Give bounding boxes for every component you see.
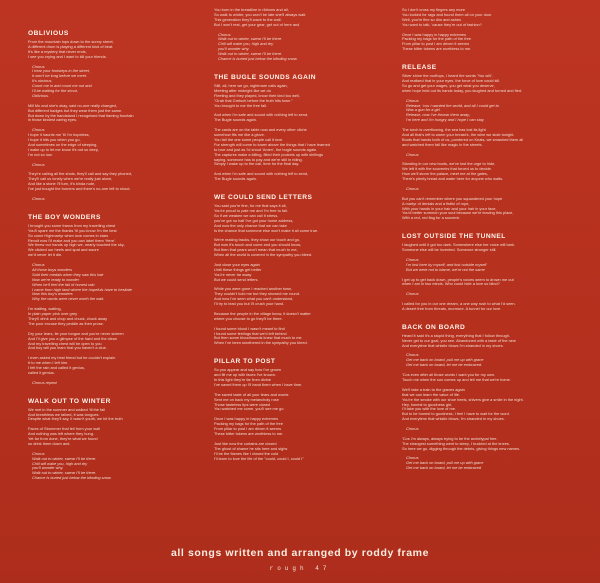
- lyric-line: I've saved them up I'll hand them when I have time.: [214, 382, 303, 387]
- lyric-line: When all the world is covered in the sympathy you bleed.: [214, 253, 313, 258]
- chorus-label: Chorus: [32, 196, 45, 201]
- lyric-line: In this light they're far from divine: [214, 378, 271, 383]
- lyric-line: When he'll feel the fall of honest rain: [32, 282, 95, 287]
- lyric-line: We're making tracks, they show our touch and go,: [214, 238, 301, 243]
- lyric-line: But now it's touch and come and you should know,: [214, 243, 302, 248]
- lyric-line: With a red, red flag for a souvenir.: [402, 216, 461, 221]
- lyric-line: Dry your tears, tie your tongue and you're never sixteen: [28, 331, 124, 336]
- lyric-line: You'll spare me the thanks 'til you know I'm the best: [28, 228, 117, 233]
- lyric-line: And my travelling chest will be open to you: [28, 341, 102, 346]
- lyric-line: This generation they'll wave to the wall.: [214, 17, 282, 22]
- lyric-line: Now we're ready to wonder: [32, 277, 80, 282]
- lyric-line: Standing in our new boots, we've lost the urge to hide,: [402, 162, 496, 167]
- lyric-line: I'm not so low.: [28, 152, 53, 157]
- lyric-line: you've got no half I've got your home address,: [214, 218, 294, 223]
- lyric-line: But we were not to blame, we're not the same: [406, 267, 485, 272]
- lyric-line: A desert free from threats, murmure. A tunnel for our love.: [402, 306, 502, 311]
- lyric-line: And breathless we talked, it was tongues.: [28, 412, 100, 417]
- lyrics-column-3: [402, 8, 580, 483]
- lyric-line: Revolt now I'll make and you can label them 'Here'.: [28, 238, 116, 243]
- lyric-line: Chorus repeat: [32, 380, 57, 385]
- lyric-line: Release, 'cos I wanted the world, and all I could get to: [406, 103, 499, 108]
- lyric-line: I get up to get back down, people's voices seem to drown me out: [402, 277, 514, 282]
- song-block: [402, 64, 580, 233]
- lyric-line: And nothing was left where they hung.: [28, 432, 94, 437]
- lyric-line: I found some feelings that we'd left behind: [214, 331, 287, 336]
- lyric-line: And now I've seen what you can't understand,: [214, 297, 294, 302]
- lyric-line: They'll call us lonely when we're really just alone,: [28, 177, 113, 182]
- chorus-label: Chorus: [406, 456, 419, 461]
- lyric-line: The captures make a killing, filled their pockets up with shillings: [214, 152, 323, 157]
- lyric-line: Oblivious.: [32, 93, 50, 98]
- lyric-line: But we could send letters.: [214, 277, 259, 282]
- lyric-line: And when I'm safe and sound with nothing left to send,: [214, 113, 309, 118]
- lyric-line: I hear your footsteps in the street,: [32, 69, 90, 74]
- lyric-line: But you can't remember where you squandered your hope: [402, 196, 503, 201]
- song-block: [402, 233, 580, 324]
- lyric-line: Yet far from done, they're what we found: [28, 437, 98, 442]
- lyric-line: From pillar to post I am driven it seems: [402, 42, 470, 47]
- lyric-line: Sent me on back my melancholy rose: [214, 397, 279, 402]
- lyric-line: I felt the rain and called it genius,: [28, 366, 85, 371]
- lyric-line: And everytime that whistle blows I'm stranded in my shoes.: [402, 343, 504, 348]
- lyric-line: You burn in the breadline in ribbons and all,: [214, 8, 289, 12]
- lyric-line: Release, now I've thrown them away,: [406, 113, 471, 118]
- lyric-line: And everytime that whistle blows, I'm stranded in my shoes.: [402, 417, 505, 422]
- lyric-line: They're calling all the shots, they'll call and say they phoned,: [28, 172, 132, 177]
- lyric-line: I even asked my best friend but he couldn't explain: [28, 356, 116, 361]
- lyric-line: You're proud to pale me and I'm free to fall.: [214, 208, 289, 213]
- lyric-line: We threw our hands up high we, nearly touched the sky,: [28, 243, 125, 248]
- lyric-line: I hope it haunts me 'til I'm hopeless,: [28, 133, 90, 138]
- lyric-line: Now this boy's wonders: [32, 292, 73, 297]
- lyric-line: You fall the one some people call it love.: [214, 137, 284, 142]
- lyric-line: And all that's left to warm your breast's, the wine we stole tonight.: [402, 132, 515, 137]
- lyric-line: Until these things get better: [214, 267, 262, 272]
- lyric-line: Chill will wake you, high and dry: [218, 42, 274, 47]
- lyric-line: So here we go, digging through the debris, giving things new names.: [402, 446, 521, 451]
- lyric-line: How we'll storm the palace, meet me at the gates,: [402, 172, 488, 177]
- chorus-label: Chorus: [32, 263, 45, 268]
- lyric-line: Simply I wake up to the call, time for the final day.: [214, 162, 300, 167]
- lyric-line: For strength will come to tower above the things that I have learned: [214, 142, 330, 147]
- lyric-line: You'd better summon your soul because we're leaving this place,: [402, 211, 514, 216]
- lyric-line: somehow fits me like a glove.: [214, 132, 265, 137]
- song-block: [402, 324, 580, 483]
- lyric-line: where you choose to go they'll be there.: [214, 316, 283, 321]
- song-block: [214, 358, 392, 473]
- lyric-line: I've just bought the burners and there's no-one left to shoot.: [28, 187, 131, 192]
- lyric-line: Heard it said it's a stupid thing, everything that I follow through.: [402, 333, 511, 338]
- lyric-line: And realised that in your eyes, the force of love could kill.: [402, 79, 501, 84]
- lyric-line: Get me back on board, let me be embraced.: [406, 363, 483, 368]
- lyric-line: But then some bloodhounds knew that much to me: [214, 336, 302, 341]
- lyric-line: Why the words were never worth the wait.: [32, 297, 105, 302]
- lyric-line: I'll be waiting for the shout,: [32, 89, 78, 94]
- song-block: [214, 194, 392, 358]
- lyric-line: Packing my bags for the path of the free: [214, 422, 283, 427]
- lyric-line: And like a stone I'll turn, it's kinda rude,: [28, 182, 96, 187]
- lyric-line: you'll wonder why.: [218, 47, 250, 52]
- lyric-line: I see you crying and I want to kill your friends.: [28, 54, 107, 59]
- chorus-label: Chorus: [32, 128, 45, 133]
- lyric-line: We'll take a train to the graves again: [402, 387, 465, 392]
- lyric-line: I laughed until it got too dark. Somewhere else her voice will bark.: [402, 243, 516, 248]
- song-block: [402, 8, 580, 64]
- lyric-line: so drink them down and.: [28, 441, 71, 446]
- lyric-line: Get me back on board, pull me up with grace: [406, 461, 484, 466]
- lyric-line: You want to talk, 'cause they're out of fashion?: [402, 22, 482, 27]
- lyric-line: Silver shine the rooftops, I heard the words 'You will',: [402, 74, 493, 79]
- lyric-line: Boots that hands both of us, pondered on Keats, we smashed them all: [402, 137, 524, 142]
- song-title: THE BUGLE SOUNDS AGAIN: [214, 73, 316, 81]
- lyric-line: Walk out to winter, swear I'll be there.: [218, 52, 283, 57]
- lyric-line: that we can learn the value of life.: [402, 392, 460, 397]
- lyric-line: Chance is buried just below the blinding snow.: [218, 57, 298, 62]
- chorus-label: Chorus: [32, 162, 45, 167]
- lyric-line: "Grab that Gretsch before the truth hits town.": [214, 98, 293, 103]
- lyric-line: You looked for rags and found them all on your door: [402, 12, 492, 17]
- lyric-line: and watched them fall like magic in the streets.: [402, 142, 483, 147]
- lyric-line: And sometimes on the edge of sleeping,: [28, 142, 98, 147]
- lyric-line: Once I was happy in happy extremes: [402, 32, 467, 37]
- lyric-line: I came from high land where the hopefuls have to hesitate: [32, 287, 132, 292]
- lyric-line: Faces of Strummer that fell from your wall: [28, 427, 100, 432]
- lyric-line: A martyr of denials and a fistful of rope,: [402, 201, 470, 206]
- lyric-line: You're the smoke with our shoe heels, shivers give a smile in the night.: [402, 397, 524, 402]
- lyric-line: And I'll give you a glimpse of the hard and the clean: [28, 336, 117, 341]
- lyric-line: So come Highmartyr when love comes in stars: [28, 233, 109, 238]
- lyric-line: All those boys wonders: [32, 267, 73, 272]
- lyric-line: Despite what they'll say, it wasn't youth, we hit the truth: [28, 417, 123, 422]
- song-title: WALK OUT TO WINTER: [28, 397, 111, 405]
- lyrics-column-2: [214, 8, 392, 473]
- lyrics-column-1: [28, 30, 206, 493]
- lyric-line: It won't be long before we meet.: [32, 74, 88, 79]
- lyric-line: Well, you're fine so dim and ashes: [402, 17, 462, 22]
- lyric-line: I'm here and I'm hungry and I hope I can stay: [406, 118, 484, 123]
- lyric-line: It's obvious,: [32, 79, 53, 84]
- lyric-line: Count me in and count me out and: [32, 84, 92, 89]
- lyric-line: I hope it hits you when you go,: [28, 138, 81, 143]
- lyric-line: It's like a mystery that never ends,: [28, 49, 87, 54]
- credits-footer: all songs written and arranged by roddy frame: [170, 547, 430, 559]
- lyric-line: You watched me come, you'll see me go.: [214, 407, 285, 412]
- chorus-label: Chorus: [406, 186, 419, 191]
- song-title: RELEASE: [402, 64, 437, 72]
- lyric-line: But different badges but they wear them just the same.: [28, 108, 123, 113]
- lyric-line: Get me back on board, pull me up with grace: [406, 358, 484, 363]
- lyric-line: and fill me up with faces I've known.: [214, 373, 276, 378]
- lyric-line: In plain paper pink over grey: [28, 312, 78, 317]
- lyric-line: 'Cos even after all those words I want you for my own.: [402, 373, 496, 378]
- chorus-label: Chorus: [406, 292, 419, 297]
- chorus-label: Chorus: [32, 451, 45, 456]
- lyric-line: I'll take you with the love of me.: [402, 407, 456, 412]
- lyric-line: From pillar to post I am driven it seems: [214, 427, 282, 432]
- lyric-line: But to be honest to goodness, I feel I have to wait for the word.: [402, 412, 510, 417]
- lyric-line: The strangest something went to sleep, I buckled at the knees.: [402, 441, 510, 446]
- lyric-line: When I've been smothered in the sympathy you bleed.: [214, 341, 308, 346]
- lyric-line: Sold their medals when they saw this hair: [32, 272, 104, 277]
- chorus-label: Chorus: [406, 257, 419, 262]
- lyric-line: The ghost of shame he sits here and sighs: [214, 446, 288, 451]
- chorus-label: Chorus: [406, 353, 419, 358]
- lyric-line: And now the only chance that we can take: [214, 223, 287, 228]
- lyric-line: The poor excuse they peddle as their prose.: [28, 321, 104, 326]
- lyric-line: Mill Mo and she's okay, said no-one really changed,: [28, 103, 117, 108]
- lyric-line: Just like now the curtains are closed: [214, 441, 277, 446]
- chorus-label: Chorus: [218, 32, 231, 37]
- lyric-line: They'll drink and chop and chuck, chuck away: [28, 317, 108, 321]
- lyric-line: Once I was happy in happy extremes: [214, 417, 279, 422]
- lyric-line: we'd never let it die.: [28, 253, 63, 258]
- lyric-line: I brought you some francs from my travelling chest: [28, 223, 116, 228]
- lyric-line: I wake up to let me know it's not so deep,: [28, 147, 100, 152]
- lyric-line: called it genius.: [28, 370, 55, 375]
- chorus-label: Chorus: [406, 427, 419, 432]
- lyric-line: Never get to our goal, you see. Abandoned with a taste of the new: [402, 338, 516, 343]
- lyric-line: you'll wonder why.: [32, 466, 64, 471]
- lyric-line: I'll learn to love the life of the "could, could I, could I": [214, 456, 304, 461]
- lyric-line: I'm waiting, waiting,: [28, 307, 62, 312]
- lyric-line: when I am in two minds. Who could hide a love so blind?: [402, 282, 500, 287]
- song-title: OBLIVIOUS: [28, 30, 69, 37]
- chorus-label: Chorus: [406, 98, 419, 103]
- lyric-line: Packing my bags for the path of the free: [402, 37, 471, 42]
- lyric-line: when hope held out its hands today, you laughed and turned and fled.: [402, 88, 522, 93]
- lyric-line: And boy will you learn that you haven't a clue.: [28, 346, 107, 351]
- lyric-line: Just close your eyes again: [214, 262, 260, 267]
- lyric-line: Walk out to winter, swear I'll be there.: [32, 471, 97, 476]
- lyric-line: A different drum is playing a different kind of beat.: [28, 44, 114, 49]
- lyric-line: You're never far away: [214, 272, 252, 277]
- lyric-line: Someone else will be invented. Someone stronger still.: [402, 248, 497, 253]
- lyric-line: They couldn't hold me but they showed me round.: [214, 292, 300, 297]
- lyric-line: Walk out to winter, swear I'll be there.: [218, 37, 283, 42]
- lyric-line: Is the chance that someone else won't make it all come true.: [214, 228, 319, 233]
- lyric-line: While you were gone I reached another town,: [214, 287, 293, 292]
- lyric-line: These bitter tokens are worthless to me.: [402, 47, 472, 52]
- song-block: [28, 398, 206, 494]
- lyric-line: The saved taste of all your tears and words: [214, 392, 289, 397]
- song-block: [214, 8, 392, 74]
- catalog-number: rough 47: [269, 565, 331, 572]
- lyric-line: We left it with the souvenirs that forced us to decide.: [402, 167, 492, 172]
- lyric-line: Chance is buried just below the blinding snow.: [32, 476, 112, 481]
- lyric-line: But then that years won't mean that much to me,: [214, 248, 298, 253]
- song-title: THE BOY WONDERS: [28, 213, 101, 221]
- lyric-line: Chill will wake you, high and dry: [32, 461, 88, 466]
- lyric-line: The torch is overflowing, the sea has lost its light: [402, 128, 486, 133]
- lyric-line: The Bugle sounds again.: [214, 118, 258, 123]
- lyric-line: You brought to me the free fall.: [214, 103, 268, 108]
- song-title: WE COULD SEND LETTERS: [214, 194, 313, 202]
- lyric-line: Fleeting and they played, know their kind too well,: [214, 93, 300, 98]
- lyric-line: The Bugle sounds again.: [214, 177, 258, 182]
- lyric-line: You said you're fine, for me that says it all,: [214, 204, 287, 209]
- lyric-line: So go and get your wages, you get what you deserve,: [402, 83, 495, 88]
- lyric-line: Still, all, here we go, nightmare calls again,: [214, 83, 288, 88]
- lyric-line: Hey, honest to goodness girl,: [402, 402, 453, 407]
- lyric-line: Those tasteless tips were closed: [214, 402, 271, 407]
- lyric-line: The cards are on the table now and every other cliche: [214, 128, 307, 133]
- lyric-line: Walk out to winter, swear I'll be there.: [32, 456, 97, 461]
- song-block: [28, 214, 206, 398]
- lyric-line: We met in the summer and walked 'til the fall: [28, 407, 106, 412]
- lyric-line: With your hands in your hair and your hair in your face,: [402, 206, 497, 211]
- lyric-line: I'll try to lead you but I'll crush your hand.: [214, 302, 285, 307]
- lyric-line: I found some blood I wasn't meant to find: [214, 326, 285, 331]
- lyric-line: Was a gun for a girl.: [406, 108, 441, 113]
- lyric-line: It to me when I left him.: [28, 361, 69, 366]
- lyric-line: I called for you in our one dream, a one way rush to what I'd seen.: [402, 302, 516, 307]
- lyric-line: Because the people in the village know, it doesn't matter: [214, 311, 311, 316]
- lyric-line: But down by the bandstand I recognised that flaming fountain: [28, 113, 134, 118]
- lyric-line: We clicked our heels and spat and swore: [28, 248, 99, 253]
- lyric-line: And when I'm safe and sound with nothing left to send,: [214, 172, 309, 177]
- lyric-line: Meeting after midnight like we do: [214, 88, 271, 93]
- lyric-line: These bitter tokens are worthless to me.: [214, 431, 284, 436]
- song-title: LOST OUTSIDE THE TUNNEL: [402, 233, 506, 241]
- lyric-line: Touch me when the sun comes up and tell me that we're home.: [402, 377, 511, 382]
- lyric-line: But I won't rest, get your gear, get out of here and: [214, 22, 300, 27]
- chorus-label: Chorus: [406, 152, 419, 157]
- lyric-line: So I don't cross my fingers any more: [402, 8, 466, 12]
- lyric-line: 'Cos I'm always, always trying to be the archetypal free.: [402, 436, 498, 441]
- lyric-line: saying, someone has to pay and we're still in riding.: [214, 157, 303, 162]
- lyric-line: in those kindest caring eyes.: [28, 118, 78, 123]
- lyric-line: There's plenty bread and water here for anyone who waits.: [402, 177, 504, 182]
- lyric-line: So if we weaken we can call it stress,: [214, 213, 279, 218]
- lyric-line: to love and just as I'd shout 'Amen', the bugle sounds again.: [214, 147, 318, 152]
- lyric-line: I'll be the flames like I closed the cold: [214, 451, 279, 456]
- song-title: PILLAR TO POST: [214, 358, 276, 366]
- lyric-line: Get me back on board, let me be embraced: [406, 466, 482, 471]
- lyric-line: I'm lost here by myself, and lost outside myself: [406, 262, 487, 267]
- lyric-line: So walk to winter, you won't be late she'll always wait.: [214, 12, 307, 17]
- song-block: [214, 74, 392, 194]
- song-title: BACK ON BOARD: [402, 323, 466, 331]
- song-block: [28, 30, 206, 214]
- lyric-line: So you appear and say how I've grown: [214, 368, 281, 373]
- lyric-line: From the mountain tops down to the sunny street,: [28, 40, 114, 44]
- chorus-label: Chorus: [32, 64, 45, 69]
